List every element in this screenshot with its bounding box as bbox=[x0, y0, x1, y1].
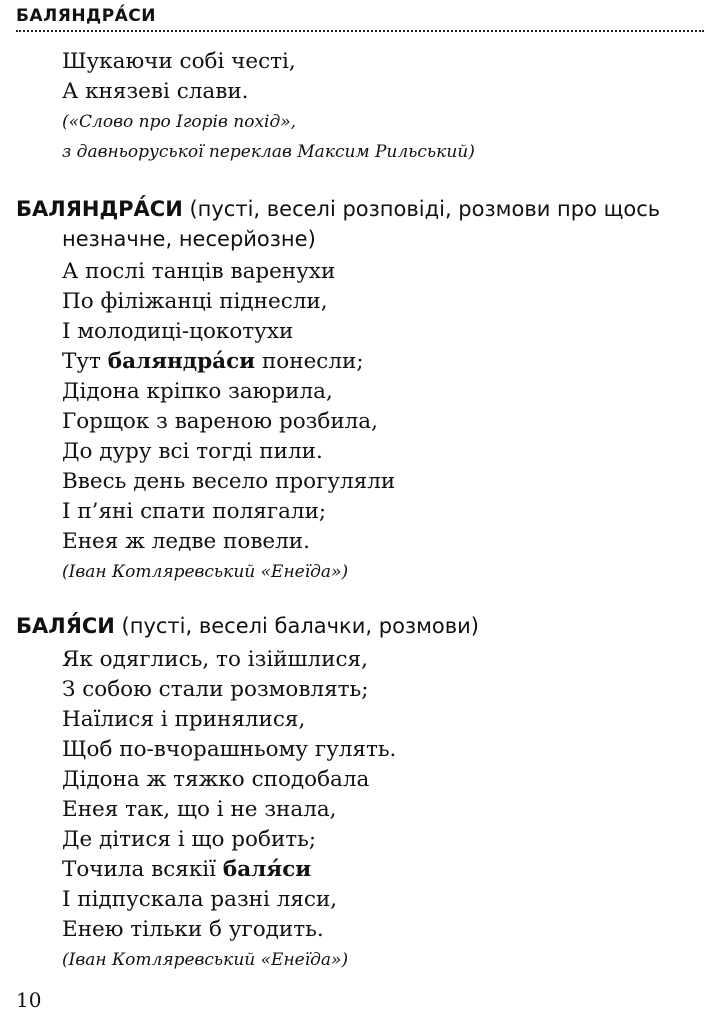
entry-definition-continued: незначне, несерйозне) bbox=[62, 227, 316, 251]
poem-line: Горщок з вареною розбила, bbox=[62, 409, 378, 434]
poem-line: З собою стали розмовлять; bbox=[62, 677, 369, 702]
poem-line: Щоб по-вчорашньому гулять. bbox=[62, 737, 397, 762]
poem-line: До дуру всі тогді пили. bbox=[62, 439, 323, 464]
highlighted-term: баляндра́си bbox=[107, 349, 256, 374]
poem-line-highlight bbox=[62, 347, 395, 377]
poem-line: Де дітися і що робить; bbox=[62, 827, 317, 852]
entry-term: БАЛЯ́СИ bbox=[16, 614, 115, 638]
poem-line: Шукаючи собі честі, bbox=[62, 49, 296, 74]
running-head: БАЛЯНДРА́СИ bbox=[16, 6, 157, 26]
header-dotted-rule bbox=[16, 30, 704, 32]
poem-line: А князеві слави. bbox=[62, 79, 249, 104]
line-text: Тут bbox=[62, 349, 108, 374]
line-text: Точила всякії bbox=[62, 857, 223, 882]
poem-line: І молодиці-цокотухи bbox=[62, 319, 294, 344]
poem-line: По філіжанці піднесли, bbox=[62, 289, 328, 314]
poem-line: Енея так, що і не знала, bbox=[62, 797, 337, 822]
poem-source: (Іван Котляревський «Енеїда») bbox=[62, 562, 349, 582]
poem-line: Ввесь день весело прогуляли bbox=[62, 469, 396, 494]
poem-line: І підпускала разні ляси, bbox=[62, 887, 338, 912]
poem-line: Дідона кріпко заюрила, bbox=[62, 379, 333, 404]
highlighted-term: баля́си bbox=[222, 857, 312, 882]
entry-definition: (пусті, веселі балачки, розмови) bbox=[114, 614, 479, 638]
page-number: 10 bbox=[16, 988, 42, 1012]
poem-line: Енея ж ледве повели. bbox=[62, 529, 310, 554]
entry-heading-balyandrasy bbox=[16, 194, 666, 254]
poem-line: Енею тільки б угодить. bbox=[62, 917, 324, 942]
poem-line-highlight bbox=[62, 855, 396, 885]
poem-line: Дідона ж тяжко сподобала bbox=[62, 767, 370, 792]
poem-line: Як одяглись, то ізійшлися, bbox=[62, 647, 368, 672]
poem-line: А послі танців варенухи bbox=[62, 259, 336, 284]
poem-line: Наїлися і принялися, bbox=[62, 707, 306, 732]
poem-source: («Слово про Ігорів похід», bbox=[62, 112, 297, 132]
entry-definition: (пусті, веселі розповіді, розмови про щось bbox=[182, 197, 661, 221]
poem-source: (Іван Котляревський «Енеїда») bbox=[62, 950, 349, 970]
poem-source: з давньоруської переклав Максим Рильський) bbox=[62, 142, 475, 162]
entry1-poem bbox=[62, 257, 395, 587]
line-text: понесли; bbox=[255, 349, 364, 374]
top-poem bbox=[62, 47, 475, 167]
entry2-poem bbox=[62, 645, 396, 975]
poem-line: І п’яні спати полягали; bbox=[62, 499, 327, 524]
entry-heading-balyasy bbox=[16, 611, 666, 641]
entry-term: БАЛЯНДРА́СИ bbox=[16, 197, 183, 221]
